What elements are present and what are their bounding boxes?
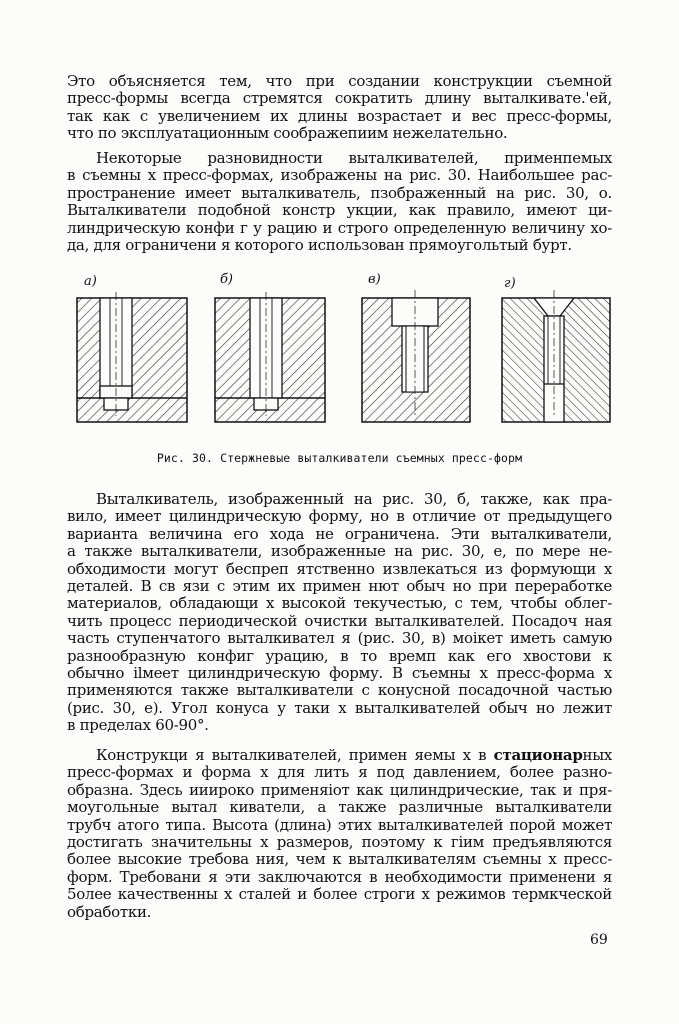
- text-line: вило, имеет цилиндрическую форму, но в отличие от предыдущего: [67, 507, 612, 526]
- text-line: 5олее качественны х сталей и более строги х режимов термкческой: [67, 885, 612, 904]
- text-line: обработки.: [67, 902, 152, 921]
- paragraph-4: [67, 747, 612, 921]
- text-line: форм. Требовани я эти заключаются в необходимости применени я: [67, 867, 612, 886]
- bold-word: стационар: [493, 746, 583, 764]
- text-line: пресс-формах и форма х для лить я под давлением, более разно-: [67, 763, 612, 782]
- drawing-a: [77, 292, 187, 422]
- text-line: применяются также выталкиватели с конусной посадочной частью: [67, 681, 612, 700]
- figure-label-b: б): [220, 272, 234, 287]
- text-line: образна. Здесь ииироко применяіот как цилиндрические, так и пря-: [67, 780, 612, 799]
- text-line: пространение имеет выталкиватель, пзображенный на рис. 30, о.: [67, 183, 612, 202]
- paragraph-3: [67, 491, 612, 735]
- text-line: обходимости могут беспреп ятственно извлекаться из формующи х: [67, 559, 612, 578]
- page-number: 69: [590, 932, 608, 948]
- text-fragment: Конструкци я выталкивателей, примен яемы х в: [96, 746, 487, 764]
- text-line: а также выталкиватели, изображенные на рис. 30, е, по мере не-: [67, 542, 612, 561]
- text-line: варианта величина его хода не ограничена. Эти выталкиватели,: [67, 524, 612, 543]
- text-line: чить процесс периодической очистки выталкивателей. Посадоч ная: [67, 611, 612, 630]
- text-line: трубч атого типа. Высота (длина) этих выталкивателей порой может: [67, 815, 612, 834]
- text-line: достигать значительны х размеров, поэтому к гіим предъявляются: [67, 833, 612, 852]
- text-line: Некоторые разновидности выталкивателей, применпемых: [96, 149, 612, 167]
- text-line: что по эксплуатационным соображепиим нежелательно.: [67, 124, 508, 143]
- text-line: пресс-формы всегда стремятся сократить длину выталкивате.'ей,: [67, 89, 612, 108]
- text-line: Выталкиватели подобной констр укции, как правило, имеют ци-: [67, 201, 612, 220]
- drawing-v: [362, 290, 470, 422]
- figure-30: [72, 268, 612, 428]
- text-line: [67, 747, 612, 764]
- figure-label-a: а): [84, 274, 97, 289]
- paragraph-1: [67, 73, 612, 143]
- figure-label-g: г): [504, 276, 516, 291]
- ejector-drawings: [72, 268, 612, 428]
- text-fragment: ных: [582, 746, 613, 764]
- text-line: Это объясняется тем, что при создании конструкции съемной: [67, 72, 612, 90]
- text-line: линдрическую конфи г у рацию и строго определенную величину хо-: [67, 218, 612, 237]
- text-line: моугольные вытал киватели, а также различные выталкиватели: [67, 798, 612, 817]
- figure-label-v: в): [368, 272, 381, 287]
- text-line: да, для ограничени я которого использован прямоугольтый бурт.: [67, 236, 572, 255]
- text-line: часть ступенчатого выталкивател я (рис. 30, в) моікет иметь самую: [67, 629, 612, 648]
- text-line: деталей. В св язи с этим их примен нют обыч но при переработке: [67, 577, 612, 596]
- figure-caption: Рис. 30. Стержневые выталкиватели съемных пресс-форм: [156, 451, 523, 465]
- drawing-g: [502, 290, 610, 422]
- text-line: более высокие требова ния, чем к выталкивателям съемны х пресс-: [67, 850, 612, 869]
- text-line: (рис. 30, е). Угол конуса у таки х выталкивателей обыч но лежит: [67, 698, 612, 717]
- text-line: Выталкиватель, изображенный на рис. 30, б, также, как пра-: [96, 490, 612, 508]
- text-line: в съемны х пресс-формах, изображены на рис. 30. Наибольшее рас-: [67, 166, 612, 185]
- text-line: материалов, обладающи х высокой текучестью, с тем, чтобы облег-: [67, 594, 612, 613]
- drawing-b: [215, 292, 325, 422]
- text-line: так как с увеличением их длины возрастает и вес пресс-формы,: [67, 106, 612, 125]
- text-line: в пределах 60-90°.: [67, 716, 209, 735]
- text-line: обычно іlмеет цилиндрическую форму. В съемны х пресс-форма х: [67, 664, 612, 683]
- paragraph-2: [67, 150, 612, 254]
- text-line: разнообразную конфиг урацию, в то времп как его хвостови к: [67, 646, 612, 665]
